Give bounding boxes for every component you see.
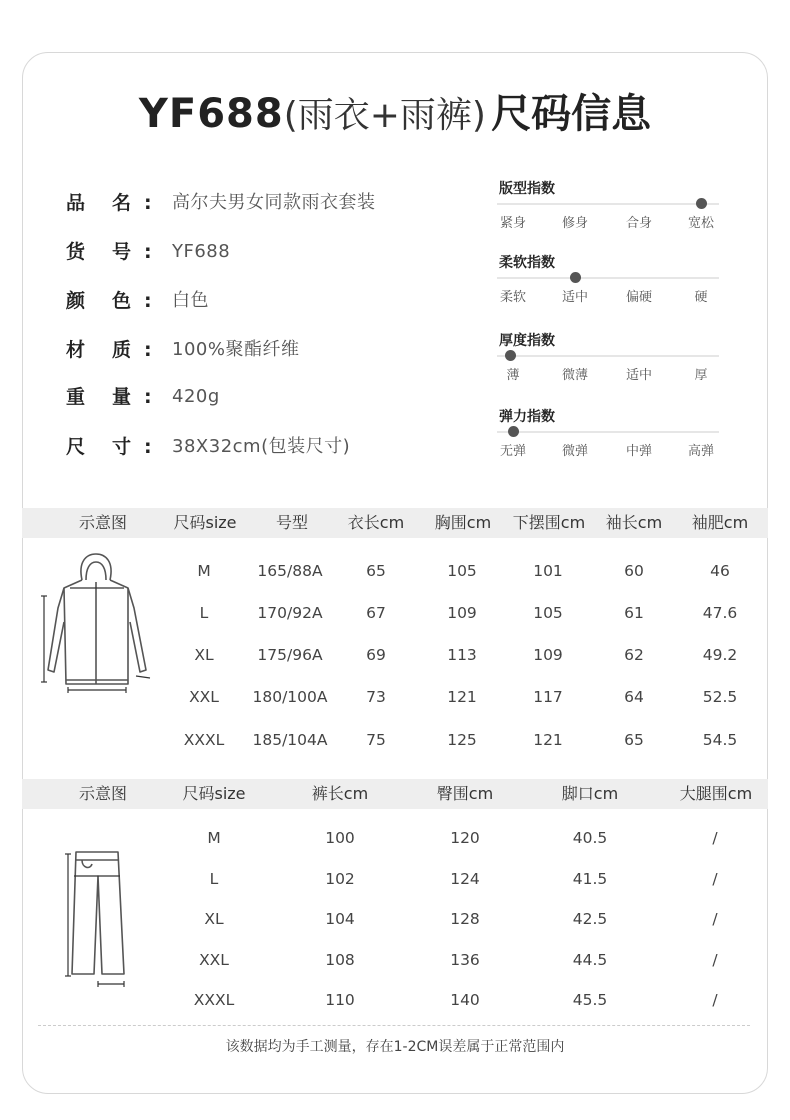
pants-column-header: 臀围cm <box>436 784 494 803</box>
product-code: YF688 <box>138 91 284 137</box>
pants-diagram-icon <box>62 846 142 994</box>
index-scale-label: 紧身 <box>499 216 527 231</box>
index-block <box>497 252 722 312</box>
jacket-cell: 109 <box>447 604 477 622</box>
index-scale <box>497 440 722 458</box>
index-scale-label: 合身 <box>625 216 653 231</box>
jacket-cell: 105 <box>533 604 563 622</box>
pants-cell: 120 <box>450 829 480 847</box>
measurement-note: 该数据均为手工测量，存在1-2CM误差属于正常范围内 <box>225 1039 565 1055</box>
index-scale-label: 微弹 <box>561 444 589 459</box>
index-marker <box>505 350 516 361</box>
pants-cell: 110 <box>325 991 355 1009</box>
pants-cell: 42.5 <box>572 910 608 928</box>
pants-cell: L <box>209 870 219 888</box>
jacket-column-header: 袖长cm <box>605 513 663 532</box>
pants-cell: 104 <box>325 910 355 928</box>
pants-cell: XL <box>204 910 224 928</box>
pants-cell: XXL <box>199 951 229 969</box>
jacket-column-header: 衣长cm <box>347 513 405 532</box>
index-scale-label: 厚 <box>694 368 708 383</box>
index-scale-label: 高弹 <box>687 444 715 459</box>
jacket-cell: 117 <box>533 688 563 706</box>
index-scale <box>497 212 722 230</box>
pants-column-header: 裤长cm <box>311 784 369 803</box>
jacket-cell: 113 <box>447 646 477 664</box>
index-track <box>497 355 719 357</box>
jacket-cell: 101 <box>533 562 563 580</box>
index-scale-label: 中弹 <box>625 444 653 459</box>
jacket-cell: 49.2 <box>702 646 738 664</box>
index-block <box>497 178 722 238</box>
index-block <box>497 330 722 390</box>
jacket-cell: 69 <box>366 646 386 664</box>
jacket-cell: 175/96A <box>257 646 323 664</box>
index-scale-label: 柔软 <box>499 290 527 305</box>
pants-column-header: 大腿围cm <box>679 784 753 803</box>
jacket-cell: 121 <box>533 731 563 749</box>
pants-column-header: 示意图 <box>78 784 128 803</box>
pants-column-header: 脚口cm <box>561 784 619 803</box>
pants-cell: / <box>712 829 718 847</box>
jacket-cell: 125 <box>447 731 477 749</box>
info-value: YF688 <box>172 241 231 262</box>
index-title: 弹力指数 <box>499 409 555 425</box>
jacket-column-header: 下摆围cm <box>512 513 586 532</box>
pants-cell: XXXL <box>193 991 235 1009</box>
jacket-cell: 60 <box>624 562 644 580</box>
jacket-cell: L <box>199 604 209 622</box>
jacket-cell: 185/104A <box>252 731 328 749</box>
info-value: 高尔夫男女同款雨衣套装 <box>172 192 376 213</box>
index-track <box>497 277 719 279</box>
index-scale-label: 薄 <box>506 368 520 383</box>
title-subtitle: (雨衣+雨裤) <box>283 95 486 136</box>
jacket-diagram-icon <box>38 552 156 694</box>
jacket-cell: 65 <box>624 731 644 749</box>
index-scale-label: 无弹 <box>499 444 527 459</box>
index-scale-label: 硬 <box>694 290 708 305</box>
jacket-column-header: 号型 <box>275 513 309 532</box>
index-track <box>497 203 719 205</box>
jacket-cell: 67 <box>366 604 386 622</box>
info-value: 100%聚酯纤维 <box>172 339 300 360</box>
jacket-cell: M <box>197 562 211 580</box>
pants-cell: 136 <box>450 951 480 969</box>
index-track <box>497 431 719 433</box>
divider <box>38 1025 750 1026</box>
jacket-column-header: 尺码size <box>173 513 237 532</box>
pants-cell: 41.5 <box>572 870 608 888</box>
jacket-cell: 165/88A <box>257 562 323 580</box>
jacket-cell: 62 <box>624 646 644 664</box>
info-value: 420g <box>172 386 220 407</box>
jacket-cell: 64 <box>624 688 644 706</box>
pants-cell: 45.5 <box>572 991 608 1009</box>
title-main: 尺码信息 <box>491 91 652 137</box>
index-scale-label: 适中 <box>561 290 589 305</box>
pants-cell: 44.5 <box>572 951 608 969</box>
jacket-column-header: 袖肥cm <box>691 513 749 532</box>
index-scale-label: 宽松 <box>687 216 715 231</box>
index-marker <box>508 426 519 437</box>
index-scale <box>497 364 722 382</box>
pants-cell: / <box>712 910 718 928</box>
pants-cell: / <box>712 951 718 969</box>
jacket-cell: XXL <box>189 688 219 706</box>
index-scale-label: 微薄 <box>561 368 589 383</box>
pants-cell: / <box>712 991 718 1009</box>
index-scale-label: 偏硬 <box>625 290 653 305</box>
jacket-cell: 46 <box>710 562 730 580</box>
pants-table-header <box>22 779 768 809</box>
index-scale-label: 修身 <box>561 216 589 231</box>
jacket-column-header: 示意图 <box>78 513 128 532</box>
pants-cell: 128 <box>450 910 480 928</box>
index-title: 柔软指数 <box>499 255 555 271</box>
jacket-cell: 170/92A <box>257 604 323 622</box>
index-block <box>497 406 722 466</box>
pants-cell: 108 <box>325 951 355 969</box>
jacket-column-header: 胸围cm <box>434 513 492 532</box>
index-scale <box>497 286 722 304</box>
jacket-cell: XXXL <box>183 731 225 749</box>
jacket-cell: 180/100A <box>252 688 328 706</box>
pants-cell: M <box>207 829 221 847</box>
index-marker <box>696 198 707 209</box>
jacket-cell: 109 <box>533 646 563 664</box>
info-value: 38X32cm(包装尺寸) <box>172 436 351 457</box>
pants-cell: 40.5 <box>572 829 608 847</box>
jacket-cell: XL <box>194 646 214 664</box>
index-marker <box>570 272 581 283</box>
pants-cell: 140 <box>450 991 480 1009</box>
jacket-cell: 75 <box>366 731 386 749</box>
pants-cell: / <box>712 870 718 888</box>
info-value: 白色 <box>172 290 209 311</box>
jacket-cell: 73 <box>366 688 386 706</box>
jacket-cell: 47.6 <box>702 604 738 622</box>
jacket-cell: 65 <box>366 562 386 580</box>
pants-cell: 100 <box>325 829 355 847</box>
jacket-cell: 121 <box>447 688 477 706</box>
page-title <box>0 82 790 139</box>
index-title: 厚度指数 <box>499 333 555 349</box>
index-title: 版型指数 <box>499 181 555 197</box>
jacket-cell: 54.5 <box>702 731 738 749</box>
jacket-cell: 105 <box>447 562 477 580</box>
pants-cell: 124 <box>450 870 480 888</box>
jacket-cell: 61 <box>624 604 644 622</box>
pants-cell: 102 <box>325 870 355 888</box>
jacket-cell: 52.5 <box>702 688 738 706</box>
index-scale-label: 适中 <box>625 368 653 383</box>
jacket-table-header <box>22 508 768 538</box>
pants-column-header: 尺码size <box>182 784 246 803</box>
